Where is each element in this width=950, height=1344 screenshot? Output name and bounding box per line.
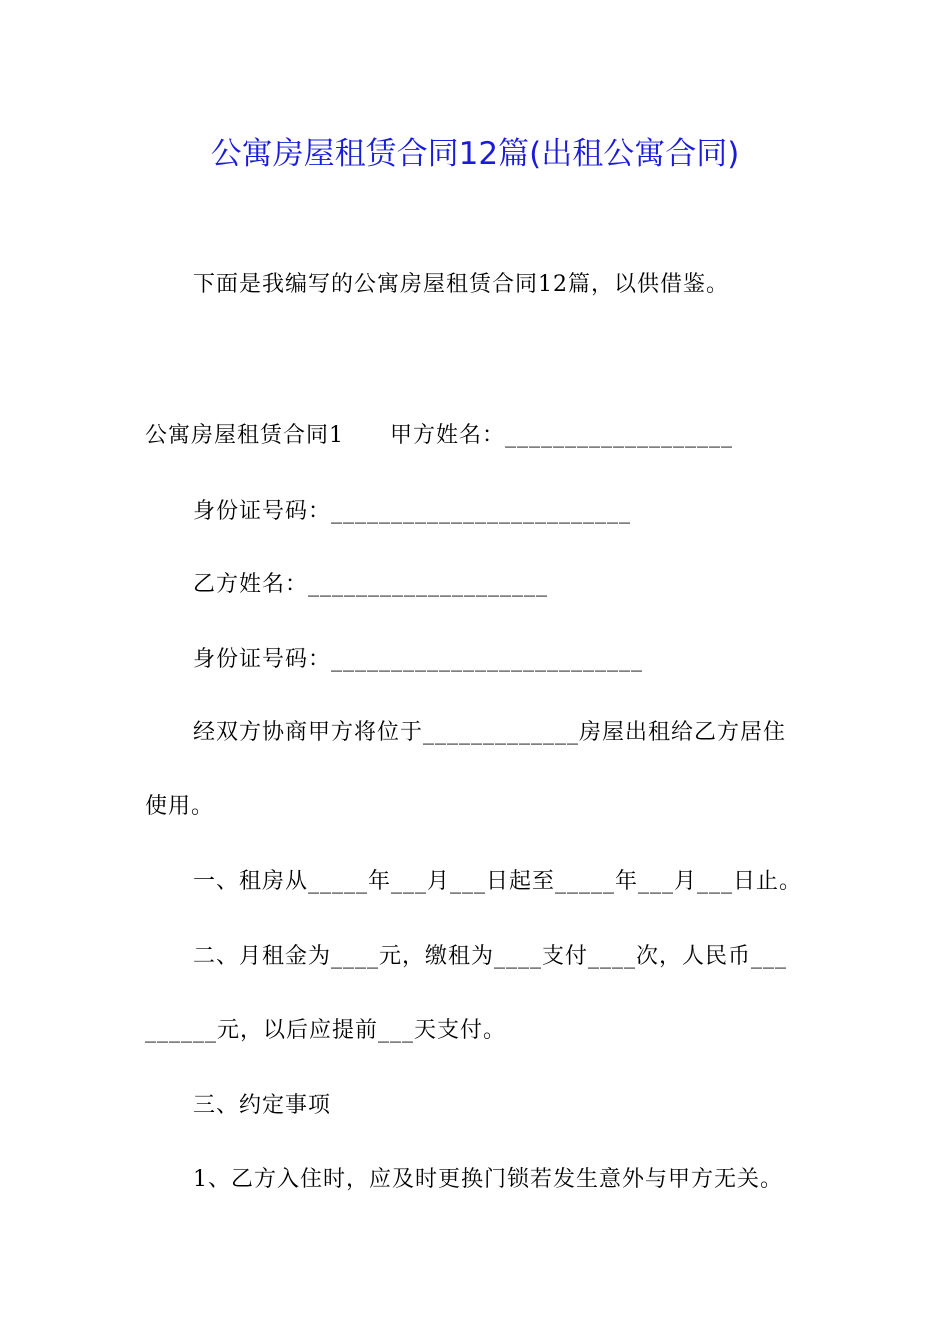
clause-2-rent-line-2: ______元，以后应提前___天支付。 — [145, 1018, 507, 1043]
clause-2-rent-line-1: 二、月租金为____元，缴租为____支付____次，人民币___ — [193, 944, 788, 969]
party-a-id-line: 身份证号码：_________________________ — [193, 499, 632, 524]
intro-paragraph: 下面是我编写的公寓房屋租赁合同12篇，以供借鉴。 — [193, 272, 729, 297]
party-b-id-line: 身份证号码：__________________________ — [193, 647, 644, 672]
clause-3-item-1: 1、乙方入住时，应及时更换门锁若发生意外与甲方无关。 — [193, 1167, 783, 1192]
clause-3-heading: 三、约定事项 — [193, 1093, 332, 1118]
document-title: 公寓房屋租赁合同12篇(出租公寓合同) — [210, 136, 740, 172]
party-b-name-line: 乙方姓名：____________________ — [193, 572, 549, 597]
agreement-paragraph-line-1: 经双方协商甲方将位于_____________房屋出租给乙方居住 — [193, 720, 787, 745]
clause-1-rental-period: 一、租房从_____年___月___日起至_____年___月___日止。 — [193, 869, 803, 894]
contract-1-heading-line: 公寓房屋租赁合同1 甲方姓名：___________________ — [145, 423, 733, 448]
agreement-paragraph-line-2: 使用。 — [145, 794, 215, 819]
